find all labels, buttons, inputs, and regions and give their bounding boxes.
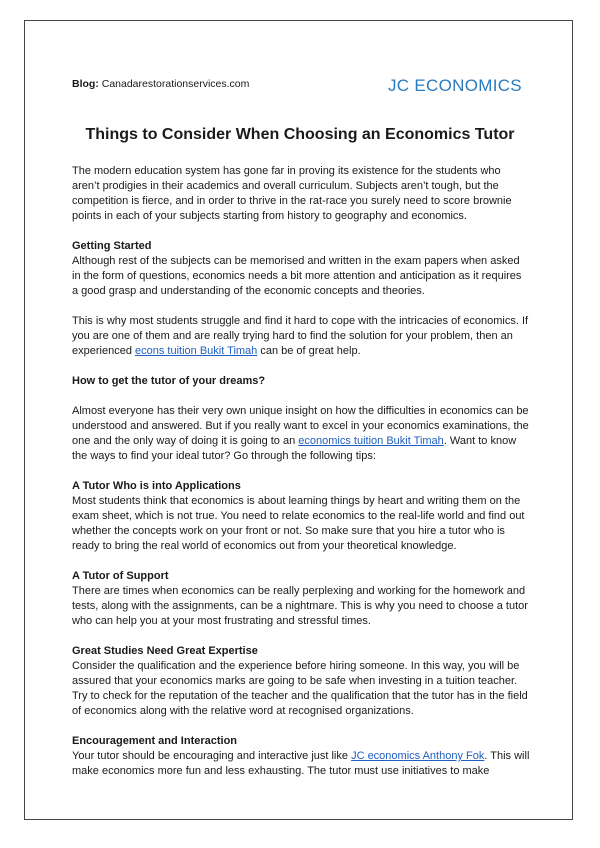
brand-logo-text: JC ECONOMICS bbox=[388, 76, 522, 95]
support-paragraph: There are times when economics can be really perplexing and working for the homework and tests, along with the assignments, can be a nightmare. This is why you need to choose a tutor who can help you at your most frustrating and stressful times. bbox=[72, 585, 528, 627]
page-title: Things to Consider When Choosing an Economics Tutor bbox=[85, 126, 515, 143]
econs-tuition-link[interactable]: econs tuition Bukit Timah bbox=[135, 345, 258, 357]
intro-paragraph: The modern education system has gone far in proving its existence for the students who aren’t prodigies in their academics and overall curriculum. Subjects aren’t tough, but the competition is fierce, and in order to thrive in the rat-race you surely need to score brownie points in each of your subjects starting from history to geography and economics. bbox=[72, 165, 512, 222]
how-to-paragraph bbox=[72, 404, 530, 464]
paragraph-text: . This will make economics more fun and less exhausting. The tutor must use initiatives to make bbox=[72, 750, 530, 777]
paragraph-text: This is why most students struggle and find it hard to cope with the intricacies of economics. If you are one of them and are really trying hard to find the solution for your problem, then an experienced bbox=[72, 315, 529, 357]
paragraph-text: . Want to know the ways to find your ideal tutor? Go through the following tips: bbox=[72, 435, 517, 462]
section-heading-applications: A Tutor Who is into Applications bbox=[72, 480, 241, 492]
blog-site: Canadarestorationservices.com bbox=[98, 78, 250, 90]
paragraph-text: Almost everyone has their very own unique insight on how the difficulties in economics can be understood and answered. But if you really want to excel in your economics examinations, the one and the only way of doing it is going to an bbox=[72, 405, 529, 447]
expertise-paragraph: Consider the qualification and the experience before hiring someone. In this way, you will be assured that your economics marks are going to be safe when investing in a tuition teacher. Try to check for the reputation of the teacher and the qualification that the tutor has in the field of economics along with the relative word at recognised organizations. bbox=[72, 660, 528, 717]
blog-label: Blog: bbox=[72, 78, 99, 90]
section-heading-support: A Tutor of Support bbox=[72, 570, 169, 582]
getting-started-paragraph-1: Although rest of the subjects can be memorised and written in the exam papers when asked in the form of questions, economics needs a bit more attention and anticipation as it requires a good grasp and understanding of the economic concepts and theories. bbox=[72, 255, 522, 297]
section-heading-expertise: Great Studies Need Great Expertise bbox=[72, 645, 258, 657]
economics-tuition-link[interactable]: economics tuition Bukit Timah bbox=[298, 435, 444, 447]
applications-paragraph: Most students think that economics is about learning things by heart and writing them on the exam sheet, which is not true. You need to relate economics to the real-life world and find out whether the concepts work on your front or not. So make sure that you hire a tutor who is ready to bring the real world of economics out from your theoretical knowledge. bbox=[72, 495, 525, 552]
encouragement-paragraph bbox=[72, 749, 530, 779]
paragraph-text: can be of great help. bbox=[257, 345, 361, 357]
jc-economics-link[interactable]: JC economics Anthony Fok bbox=[351, 750, 485, 762]
section-heading-encouragement: Encouragement and Interaction bbox=[72, 735, 238, 747]
section-heading-how-to: How to get the tutor of your dreams? bbox=[72, 375, 266, 387]
blog-line bbox=[72, 78, 249, 90]
getting-started-paragraph-2 bbox=[72, 314, 530, 359]
section-heading-getting-started: Getting Started bbox=[72, 240, 152, 252]
article-body bbox=[72, 164, 530, 794]
paragraph-text: Your tutor should be encouraging and interactive just like bbox=[72, 750, 352, 762]
